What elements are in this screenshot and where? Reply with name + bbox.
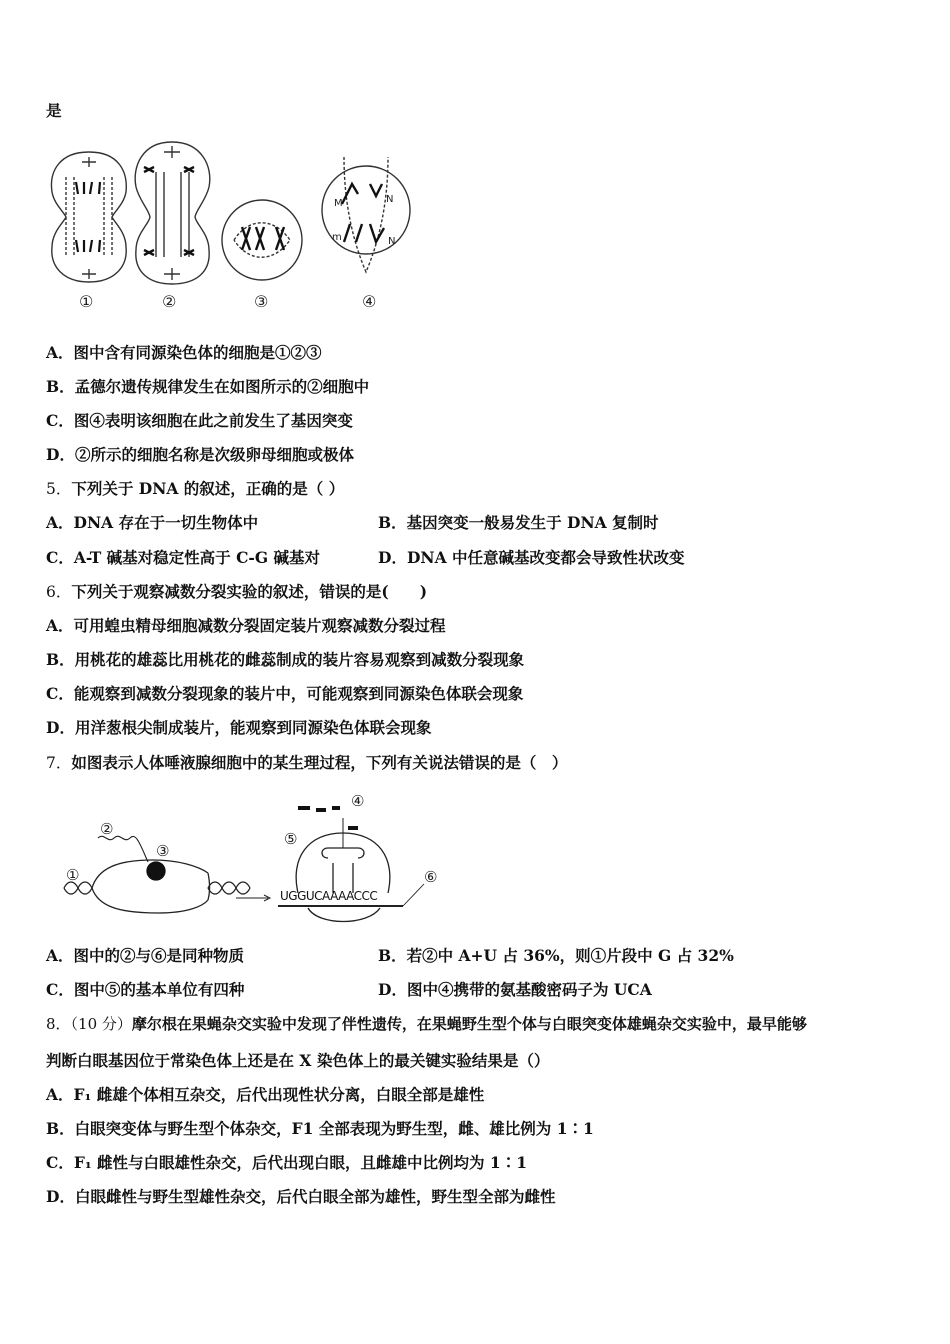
mark-n-upper: N: [386, 194, 394, 205]
q7-stem: 7．如图表示人体唾液腺细胞中的某生理过程，下列有关说法错误的是（ ）: [46, 753, 568, 772]
mark-n-lower: N: [388, 236, 396, 247]
q4-option-d: D．②所示的细胞名称是次级卵母细胞或极体: [46, 445, 354, 464]
label-1: ①: [66, 866, 80, 884]
q5-option-b: B．基因突变一般易发生于 DNA 复制时: [378, 513, 659, 532]
q6-option-a: A．可用蝗虫精母细胞减数分裂固定装片观察减数分裂过程: [46, 616, 446, 635]
cell-label-1: ①: [79, 292, 94, 311]
cell-label-4: ④: [362, 292, 377, 311]
q7-option-a: A．图中的②与⑥是同种物质: [46, 946, 245, 965]
cell-label-2: ②: [162, 292, 177, 311]
label-2: ②: [100, 820, 114, 838]
q6-option-d: D．用洋葱根尖制成装片，能观察到同源染色体联会现象: [46, 718, 432, 737]
intro-text: 是: [46, 101, 62, 120]
label-6: ⑥: [424, 868, 438, 886]
mrna-sequence: UGGUCAAAACCC: [280, 889, 378, 903]
q8-option-d: D．白眼雌性与野生型雄性杂交，后代白眼全部为雄性，野生型全部为雌性: [46, 1187, 556, 1206]
label-5: ⑤: [284, 830, 298, 848]
mark-m-lower: m: [332, 232, 342, 243]
q8-stem-line-2: 判断白眼基因位于常染色体上还是在 X 染色体上的最关键实验结果是（）: [46, 1051, 550, 1070]
q4-option-b: B．孟德尔遗传规律发生在如图所示的②细胞中: [46, 377, 370, 396]
q7-option-c: C．图中⑤的基本单位有四种: [46, 980, 245, 999]
mark-m-upper: M: [334, 198, 343, 209]
label-4: ④: [351, 792, 365, 810]
q5-option-a: A．DNA 存在于一切生物体中: [46, 513, 259, 532]
cell-label-3: ③: [254, 292, 269, 311]
q8-option-c: C．F₁ 雌性与白眼雄性杂交，后代出现白眼，且雌雄中比例均为 1∶1: [46, 1153, 528, 1172]
transcription-translation-figure: [58, 788, 448, 928]
cell-3-diagram: [222, 200, 302, 280]
q6-option-c: C．能观察到减数分裂现象的装片中，可能观察到同源染色体联会现象: [46, 684, 524, 703]
q5-option-d: D．DNA 中任意碱基改变都会导致性状改变: [378, 548, 685, 567]
cell-division-figure: [44, 132, 424, 312]
q4-option-a: A．图中含有同源染色体的细胞是①②③: [46, 343, 322, 362]
cell-1-diagram: [51, 152, 126, 282]
q8-option-a: A．F₁ 雌雄个体相互杂交，后代出现性状分离，白眼全部是雄性: [46, 1085, 485, 1104]
cell-4-diagram: [322, 157, 410, 272]
q6-option-b: B．用桃花的雄蕊比用桃花的雌蕊制成的装片容易观察到减数分裂现象: [46, 650, 525, 669]
cell-2-diagram: [135, 142, 210, 284]
q8-option-b: B．白眼突变体与野生型个体杂交，F1 全部表现为野生型，雌、雄比例为 1∶1: [46, 1119, 594, 1138]
label-3: ③: [156, 842, 170, 860]
q7-option-b: B．若②中 A+U 占 36%，则①片段中 G 占 32%: [378, 946, 734, 965]
q8-stem-line-1: 8．（10 分）摩尔根在果蝇杂交实验中发现了伴性遗传，在果蝇野生型个体与白眼突变体雄蝇杂交实验中，最早能够: [46, 1015, 807, 1033]
ribosome-diagram: [278, 808, 424, 922]
q7-option-d: D．图中④携带的氨基酸密码子为 UCA: [378, 980, 652, 999]
q5-option-c: C．A-T 碱基对稳定性高于 C-G 碱基对: [46, 548, 320, 567]
q5-stem: 5．下列关于 DNA 的叙述，正确的是（ ）: [46, 479, 345, 498]
q4-option-c: C．图④表明该细胞在此之前发生了基因突变: [46, 411, 353, 430]
q6-stem: 6．下列关于观察减数分裂实验的叙述，错误的是( ): [46, 582, 428, 601]
